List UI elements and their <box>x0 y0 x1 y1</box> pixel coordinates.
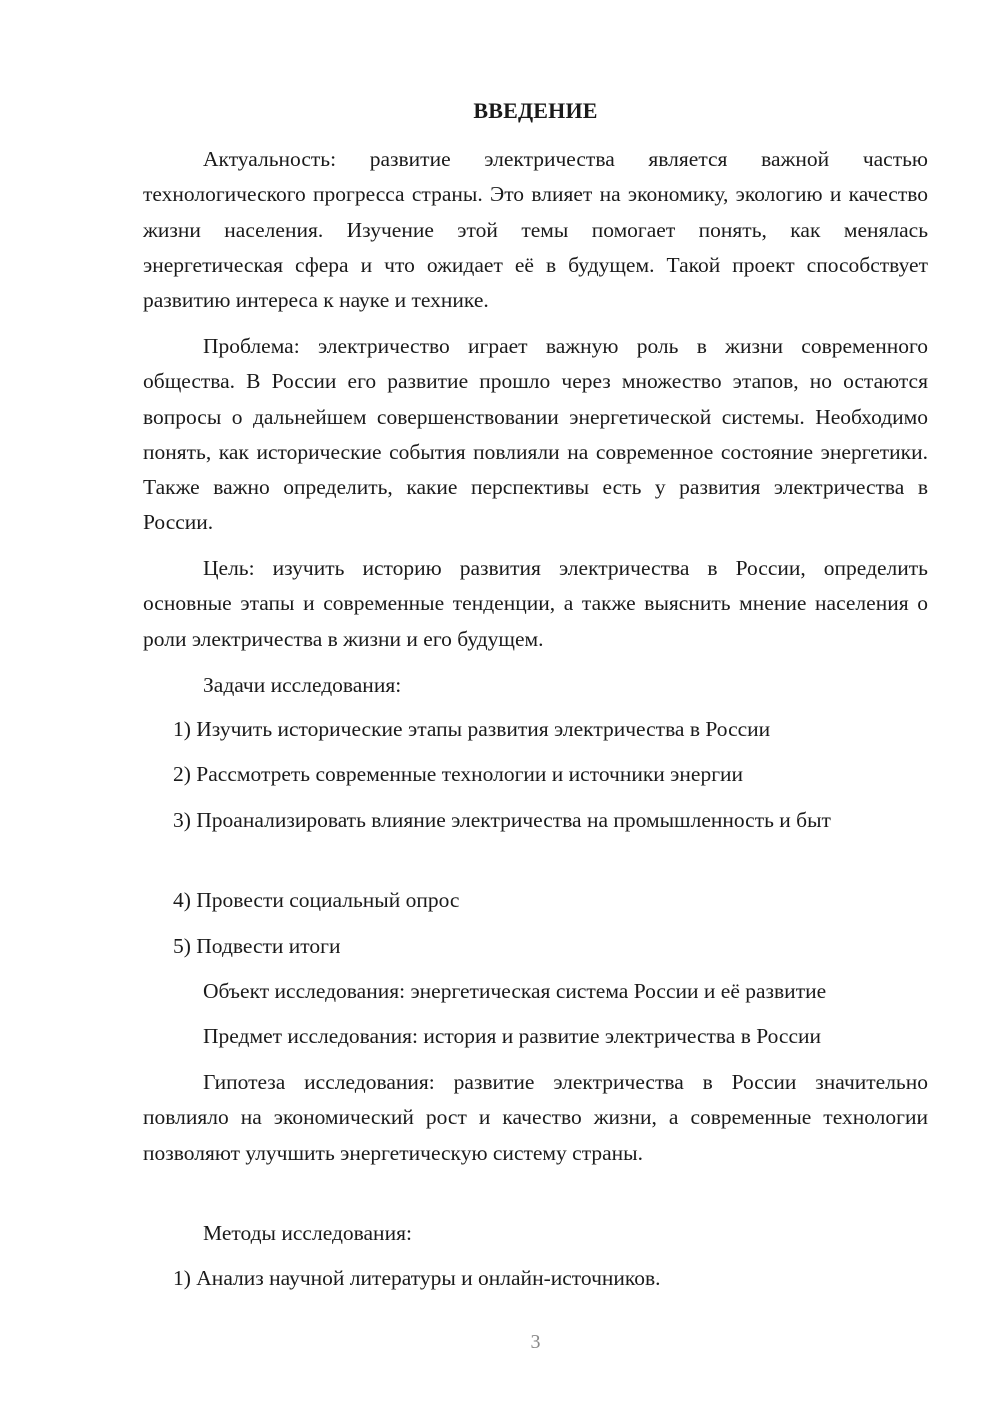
relevance-paragraph: Актуальность: развитие электричества является важной частью технологического прогресса страны. Это влияет на экономику, экологию и качество жизни населения. Изучение этой темы помогает понять, как менялась энергетическая сфера и что ожидает её в будущем. Такой проект способствует развитию интереса к науке и технике. <box>143 147 928 313</box>
section-heading: ВВЕДЕНИЕ <box>473 98 598 123</box>
page-number: 3 <box>530 1331 541 1353</box>
hypothesis-paragraph: Гипотеза исследования: развитие электричества в России значительно повлияло на экономический рост и качество жизни, а современные технологии позволяют улучшить энергетическую систему страны. <box>143 1070 928 1165</box>
tasks-label: Задачи исследования: <box>203 673 402 697</box>
research-object: Объект исследования: энергетическая система России и её развитие <box>203 979 827 1003</box>
task-item: 5) Подвести итоги <box>173 934 341 958</box>
document-page <box>143 0 928 1414</box>
task-item: 3) Проанализировать влияние электричества на промышленность и быт <box>173 808 831 832</box>
task-item: 1) Изучить исторические этапы развития электричества в России <box>173 717 771 741</box>
task-item: 4) Провести социальный опрос <box>173 888 460 912</box>
problem-paragraph: Проблема: электричество играет важную роль в жизни современного общества. В России его развитие прошло через множество этапов, но остаются вопросы о дальнейшем совершенствовании энергетической системы. Необходимо понять, как исторические события повлияли на современное состояние энергетики. Также важно определить, какие перспективы есть у развития электричества в России. <box>143 334 928 535</box>
task-item: 2) Рассмотреть современные технологии и источники энергии <box>173 762 744 786</box>
research-subject: Предмет исследования: история и развитие электричества в России <box>203 1024 822 1048</box>
methods-label: Методы исследования: <box>203 1221 412 1245</box>
method-item: 1) Анализ научной литературы и онлайн-источников. <box>173 1266 661 1290</box>
goal-paragraph: Цель: изучить историю развития электричества в России, определить основные этапы и современные тенденции, а также выяснить мнение населения о роли электричества в жизни и его будущем. <box>143 556 928 651</box>
